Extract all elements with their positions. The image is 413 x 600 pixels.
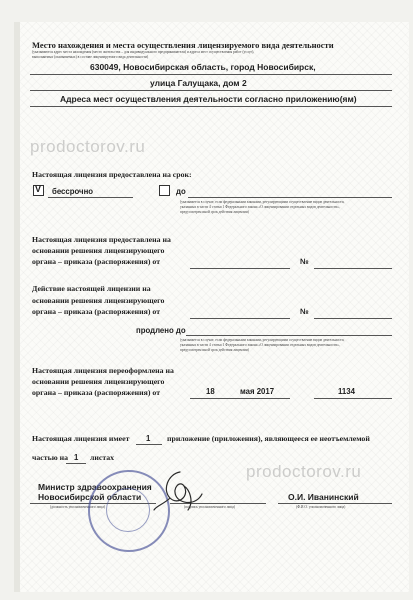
granted-date-rule: [190, 268, 290, 269]
address-line-2: улица Галущака, дом 2: [150, 78, 247, 88]
reissued-line-2: основании решения лицензирующего: [32, 377, 165, 386]
appendix-count-rule: [136, 444, 162, 445]
extended-date-rule: [190, 318, 290, 319]
name-rule: [278, 503, 392, 504]
extended-number-rule: [314, 318, 392, 319]
granted-line-3: органа – приказа (распоряжения) от: [32, 257, 161, 266]
extended-line-2: основании решения лицензирующего: [32, 296, 165, 305]
signature-caption: (подпись уполномоченного лица): [184, 505, 236, 509]
granted-number-label: №: [300, 257, 309, 266]
address-rule-3: [30, 106, 392, 107]
reissued-line-1: Настоящая лицензия переоформлена на: [32, 366, 174, 375]
extended-number-label: №: [300, 307, 309, 316]
reissued-month-year: мая 2017: [240, 387, 275, 396]
indefinite-rule: [48, 197, 133, 198]
appendix-sheets-rule: [66, 463, 86, 464]
appendix-suffix: приложение (приложения), являющееся ее неотъемлемой: [167, 434, 370, 443]
watermark-top: prodoctorov.ru: [30, 137, 146, 156]
granted-line-1: Настоящая лицензия предоставлена на: [32, 235, 171, 244]
reissued-number: 1134: [338, 387, 355, 396]
extended-line-3: органа – приказа (распоряжения) от: [32, 307, 161, 316]
extended-note-3: предусмотрен иной срок действия лицензии): [180, 348, 249, 352]
reissued-date-rule: [190, 398, 290, 399]
until-checkbox: [159, 185, 170, 196]
term-note-3: предусмотрен иной срок действия лицензии): [180, 210, 249, 214]
address-rule-1: [30, 74, 392, 75]
appendix-prefix: Настоящая лицензия имеет: [32, 434, 130, 443]
appendix-sheets: 1: [74, 453, 79, 462]
header-subnote-2: выполняемых (оказываемых) в составе лицензируемого вида деятельности): [32, 55, 149, 59]
position-caption: (должность уполномоченного лица): [50, 505, 106, 509]
extended-until-label: продлено до: [136, 326, 186, 335]
signer-position-line-2: Новосибирской области: [38, 492, 142, 502]
address-line-1: 630049, Новосибирская область, город Новосибирск,: [90, 62, 316, 72]
indefinite-checkbox: [33, 185, 44, 196]
term-note-2: указанных в части 4 статьи 1 Федерального закона «О лицензировании отдельных видов деятельности»,: [180, 205, 340, 209]
appendix-count: 1: [146, 434, 151, 443]
checkbox-mark: V: [35, 184, 42, 194]
extended-note-1: (указывается в случае, если федеральными законами, регулирующими осуществление видов деятельности,: [180, 338, 345, 342]
watermark-bottom: prodoctorov.ru: [246, 462, 362, 481]
handwritten-signature: [150, 466, 210, 514]
reissued-day: 18: [206, 387, 215, 396]
header-subnote-1: (указываются адрес места нахождения (место жительства – для индивидуального предпринимателя) и адреса мест осуществления работ (услуг),: [32, 50, 255, 54]
granted-number-rule: [314, 268, 392, 269]
address-rule-2: [30, 90, 392, 91]
signer-name: О.И. Иванинский: [288, 492, 359, 502]
signer-position-line-1: Министр здравоохранения: [38, 482, 152, 492]
header-title: Место нахождения и места осуществления лицензируемого вида деятельности: [32, 40, 334, 50]
indefinite-label: бессрочно: [52, 187, 94, 196]
granted-line-2: основании решения лицензирующего: [32, 246, 165, 255]
extended-line-1: Действие настоящей лицензии на: [32, 284, 151, 293]
seal-emblem: [106, 488, 150, 532]
until-label: до: [176, 187, 186, 196]
reissued-line-3: органа – приказа (распоряжения) от: [32, 388, 161, 397]
until-rule: [188, 197, 392, 198]
reissued-number-rule: [314, 398, 392, 399]
term-label: Настоящая лицензия предоставлена на срок:: [32, 170, 192, 179]
extended-note-2: указанных в части 4 статьи 1 Федерального закона «О лицензировании отдельных видов деятельности»,: [180, 343, 340, 347]
name-caption: (Ф.И.О. уполномоченного лица): [296, 505, 346, 509]
appendix-sheets-label: листах: [90, 453, 115, 462]
extended-until-rule: [186, 335, 392, 336]
term-note-1: (указывается в случае, если федеральными законами, регулирующими осуществление видов деятельности,: [180, 200, 345, 204]
appendix-part-label: частью на: [32, 453, 69, 462]
places-note: Адреса мест осуществления деятельности согласно приложению(ям): [60, 94, 357, 104]
